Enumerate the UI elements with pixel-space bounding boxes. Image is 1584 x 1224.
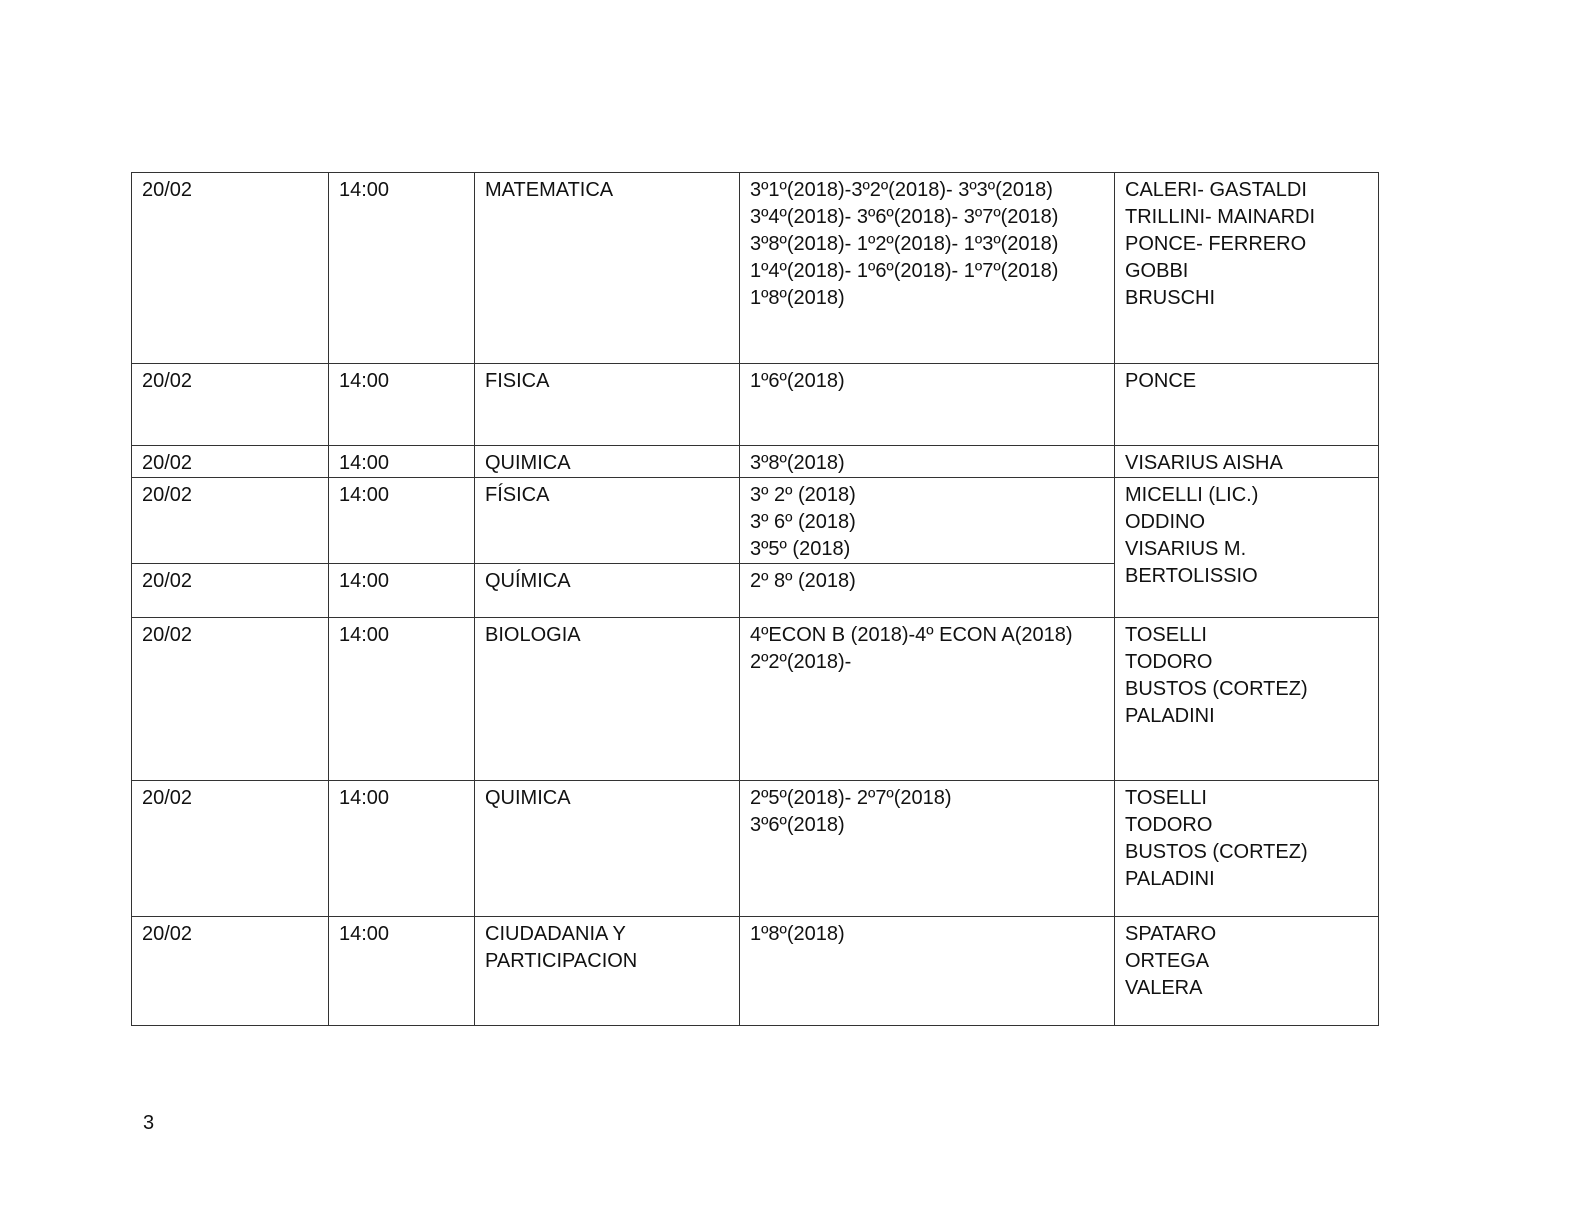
table-row <box>132 364 1379 446</box>
time-cell: 14:00 <box>329 781 475 917</box>
time-cell: 14:00 <box>329 564 475 618</box>
table-row <box>132 478 1379 564</box>
table-row <box>132 173 1379 364</box>
courses-cell: 3º 2º (2018) 3º 6º (2018) 3º5º (2018) <box>740 478 1115 564</box>
courses-cell: 3º1º(2018)-3º2º(2018)- 3º3º(2018) 3º4º(2018)- 3º6º(2018)- 3º7º(2018) 3º8º(2018)- 1º2º(2018)- 1º3º(2018) 1º4º(2018)- 1º6º(2018)- 1º7º(2018) 1º8º(2018) <box>740 173 1115 364</box>
time-cell: 14:00 <box>329 446 475 478</box>
subject-cell: QUIMICA <box>475 781 740 917</box>
courses-cell: 3º8º(2018) <box>740 446 1115 478</box>
subject-cell: MATEMATICA <box>475 173 740 364</box>
time-cell: 14:00 <box>329 364 475 446</box>
subject-cell: QUIMICA <box>475 446 740 478</box>
teachers-cell: CALERI- GASTALDI TRILLINI- MAINARDI PONCE- FERRERO GOBBI BRUSCHI <box>1115 173 1379 364</box>
courses-cell: 1º8º(2018) <box>740 917 1115 1026</box>
courses-cell: 2º5º(2018)- 2º7º(2018) 3º6º(2018) <box>740 781 1115 917</box>
subject-cell: BIOLOGIA <box>475 618 740 781</box>
courses-cell: 4ºECON B (2018)-4º ECON A(2018) 2º2º(2018)- <box>740 618 1115 781</box>
subject-cell: QUÍMICA <box>475 564 740 618</box>
subject-cell: CIUDADANIA Y PARTICIPACION <box>475 917 740 1026</box>
time-cell: 14:00 <box>329 917 475 1026</box>
page-number: 3 <box>143 1112 155 1134</box>
exam-schedule-table <box>131 172 1379 1026</box>
date-cell: 20/02 <box>132 917 329 1026</box>
teachers-cell: TOSELLI TODORO BUSTOS (CORTEZ) PALADINI <box>1115 781 1379 917</box>
subject-cell: FISICA <box>475 364 740 446</box>
table-row <box>132 618 1379 781</box>
time-cell: 14:00 <box>329 618 475 781</box>
date-cell: 20/02 <box>132 781 329 917</box>
table-row <box>132 781 1379 917</box>
date-cell: 20/02 <box>132 173 329 364</box>
courses-cell: 2º 8º (2018) <box>740 564 1115 618</box>
table-row <box>132 446 1379 478</box>
subject-cell: FÍSICA <box>475 478 740 564</box>
date-cell: 20/02 <box>132 446 329 478</box>
teachers-cell: MICELLI (LIC.) ODDINO VISARIUS M. BERTOLISSIO <box>1115 478 1379 618</box>
teachers-cell: SPATARO ORTEGA VALERA <box>1115 917 1379 1026</box>
date-cell: 20/02 <box>132 478 329 564</box>
time-cell: 14:00 <box>329 173 475 364</box>
date-cell: 20/02 <box>132 564 329 618</box>
date-cell: 20/02 <box>132 364 329 446</box>
teachers-cell: TOSELLI TODORO BUSTOS (CORTEZ) PALADINI <box>1115 618 1379 781</box>
teachers-cell: PONCE <box>1115 364 1379 446</box>
table-row <box>132 917 1379 1026</box>
courses-cell: 1º6º(2018) <box>740 364 1115 446</box>
teachers-cell: VISARIUS AISHA <box>1115 446 1379 478</box>
time-cell: 14:00 <box>329 478 475 564</box>
date-cell: 20/02 <box>132 618 329 781</box>
